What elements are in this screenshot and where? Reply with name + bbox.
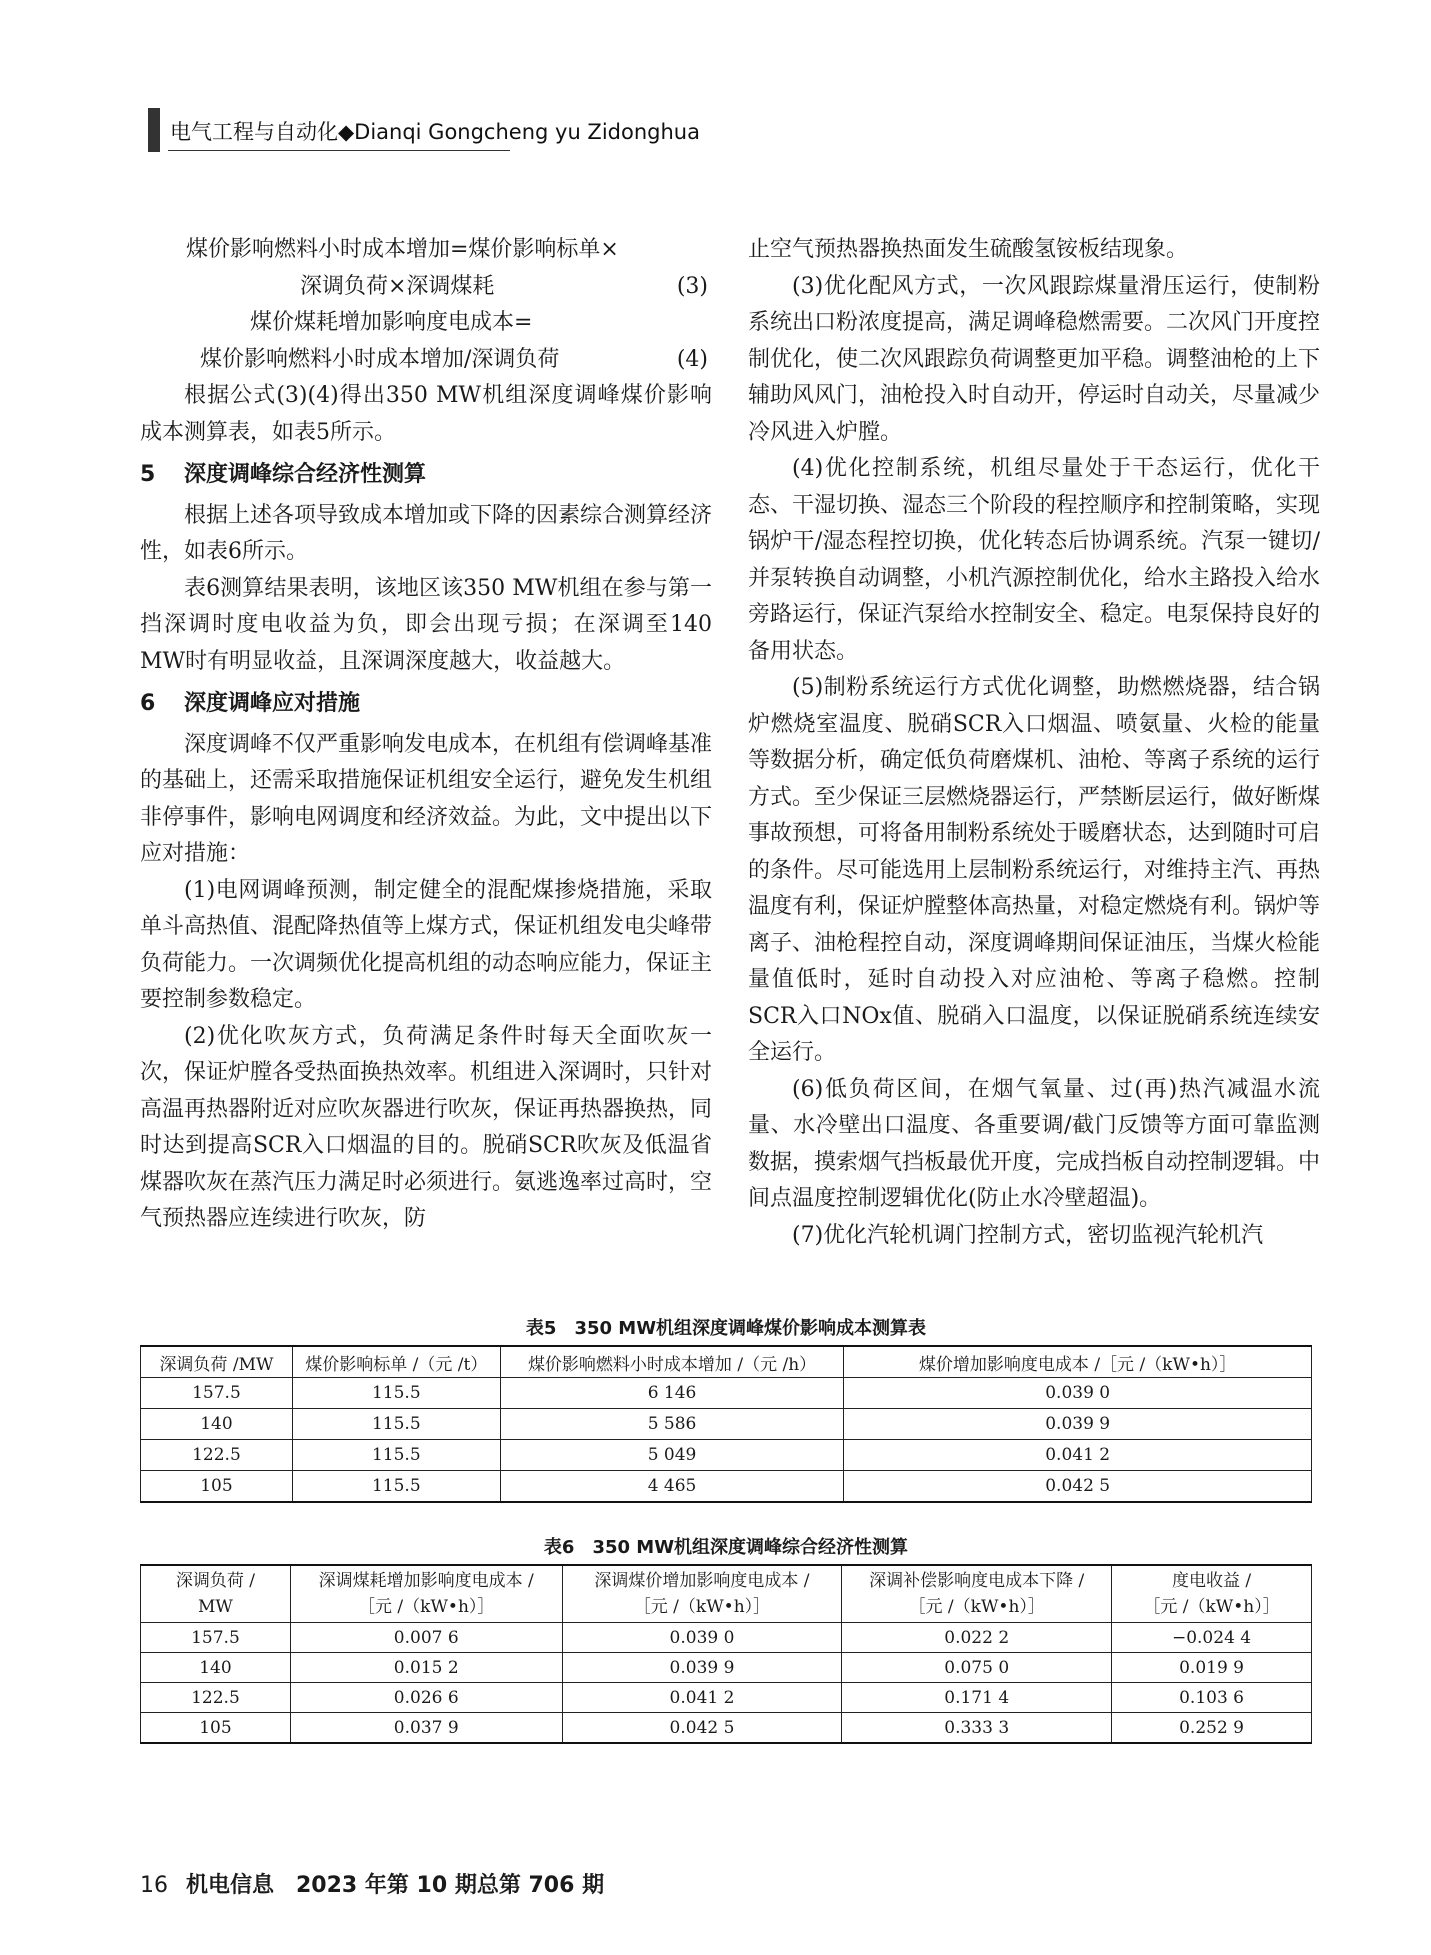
table-cell: 0.015 2 <box>290 1653 562 1683</box>
table-5 <box>140 1345 1312 1503</box>
table-cell: 0.041 2 <box>562 1683 842 1713</box>
table-row <box>141 1623 1312 1653</box>
table-header-cell: 深调补偿影响度电成本下降 / ［元 /（kW•h）］ <box>842 1565 1112 1623</box>
table-row <box>141 1471 1312 1503</box>
paragraph: (3)优化配风方式，一次风跟踪煤量滑压运行，使制粉系统出口粉浓度提高，满足调峰稳燃需要。二次风门开度控制优化，使二次风跟踪负荷调整更加平稳。调整油枪的上下辅助风风门，油枪投入时自动开，停运时自动关，尽量减少冷风进入炉膛。 <box>748 273 1321 445</box>
table-cell: 115.5 <box>292 1471 500 1503</box>
table-row <box>141 1713 1312 1744</box>
formula-3-number: (3) <box>676 273 708 299</box>
page-number: 16 <box>140 1873 168 1898</box>
table-row <box>141 1409 1312 1440</box>
header-marker-bar <box>148 108 160 152</box>
table-cell: 0.075 0 <box>842 1653 1112 1683</box>
right-column <box>748 232 1320 1254</box>
paragraph: (5)制粉系统运行方式优化调整，助燃燃烧器，结合锅炉燃烧室温度、脱硝SCR入口烟温、喷氨量、火检的能量等数据分析，确定低负荷磨煤机、油枪、等离子系统的运行方式。至少保证三层燃烧器运行，严禁断层运行，做好断煤事故预想，可将备用制粉系统处于暖磨状态，达到随时可启的条件。尽可能选用上层制粉系统运行，对维持主汽、再热温度有利，保证炉膛整体高热量，对稳定燃烧有利。锅炉等离子、油枪程控自动，深度调峰期间保证油压，当煤火检能量值低时，延时自动投入对应油枪、等离子稳燃。控制SCR入口NOx值、脱硝入口温度，以保证脱硝系统连续安全运行。 <box>748 675 1321 1065</box>
formula-4-line-2: 煤价影响燃料小时成本增加/深调负荷 (4) <box>140 342 712 379</box>
table-cell: 0.019 9 <box>1112 1653 1312 1683</box>
page-footer <box>140 1868 604 1899</box>
table-cell: 5 049 <box>500 1440 844 1471</box>
table-cell: 115.5 <box>292 1440 500 1471</box>
table-cell: −0.024 4 <box>1112 1623 1312 1653</box>
left-column <box>140 232 712 1238</box>
table-row <box>141 1653 1312 1683</box>
table-cell: 0.007 6 <box>290 1623 562 1653</box>
table-row <box>141 1683 1312 1713</box>
paragraph: (4)优化控制系统，机组尽量处于干态运行，优化干态、干湿切换、湿态三个阶段的程控顺序和控制策略，实现锅炉干/湿态程控切换，优化转态后协调系统。汽泵一键切/并泵转换自动调整，小机汽源控制优化，给水主路投入给水旁路运行，保证汽泵给水控制安全、稳定。电泵保持良好的备用状态。 <box>748 456 1321 664</box>
table-cell: 122.5 <box>141 1440 293 1471</box>
running-header <box>140 108 700 152</box>
table-cell: 0.039 0 <box>844 1378 1312 1409</box>
table-cell: 0.333 3 <box>842 1713 1112 1744</box>
table-cell: 157.5 <box>141 1378 293 1409</box>
table-cell: 140 <box>141 1653 291 1683</box>
table-cell: 0.039 9 <box>844 1409 1312 1440</box>
table-header-cell: 度电收益 / ［元 /（kW•h）］ <box>1112 1565 1312 1623</box>
table-cell: 0.039 9 <box>562 1653 842 1683</box>
table-cell: 115.5 <box>292 1409 500 1440</box>
table-cell: 0.041 2 <box>844 1440 1312 1471</box>
paragraph: (2)优化吹灰方式，负荷满足条件时每天全面吹灰一次，保证炉膛各受热面换热效率。机组进入深调时，只针对高温再热器附近对应吹灰器进行吹灰，保证再热器换热，同时达到提高SCR入口烟温的目的。脱硝SCR吹灰及低温省煤器吹灰在蒸汽压力满足时必须进行。氨逃逸率过高时，空气预热器应连续进行吹灰，防 <box>140 1023 713 1231</box>
table-cell: 140 <box>141 1409 293 1440</box>
paragraph: 根据公式(3)(4)得出350 MW机组深度调峰煤价影响成本测算表，如表5所示。 <box>140 383 712 445</box>
table-header-cell: 深调煤价增加影响度电成本 / ［元 /（kW•h）］ <box>562 1565 842 1623</box>
table-header-row <box>141 1346 1312 1378</box>
table-cell: 0.103 6 <box>1112 1683 1312 1713</box>
table-cell: 115.5 <box>292 1378 500 1409</box>
table-header-cell: 深调煤耗增加影响度电成本 / ［元 /（kW•h）］ <box>290 1565 562 1623</box>
table-cell: 122.5 <box>141 1683 291 1713</box>
formula-4-number: (4) <box>676 346 708 372</box>
formula-3-line-1: 煤价影响燃料小时成本增加=煤价影响标单× <box>186 237 619 262</box>
table-header-cell: 煤价增加影响度电成本 /［元 /（kW•h）］ <box>844 1346 1312 1378</box>
table-cell: 0.026 6 <box>290 1683 562 1713</box>
table-header-cell: 深调负荷 /MW <box>141 1346 293 1378</box>
paragraph: 深度调峰不仅严重影响发电成本，在机组有偿调峰基准的基础上，还需采取措施保证机组安全运行，避免发生机组非停事件，影响电网调度和经济效益。为此，文中提出以下应对措施： <box>140 731 713 866</box>
table-6-caption: 表6 350 MW机组深度调峰综合经济性测算 <box>543 1537 909 1558</box>
table-row <box>141 1378 1312 1409</box>
table-row <box>141 1440 1312 1471</box>
paragraph: 表6测算结果表明，该地区该350 MW机组在参与第一挡深调时度电收益为负，即会出现亏损；在深调至140 MW时有明显收益，且深调深度越大，收益越大。 <box>140 575 712 674</box>
header-text: 电气工程与自动化◆Dianqi Gongcheng yu Zidonghua <box>170 120 700 144</box>
paragraph: (1)电网调峰预测，制定健全的混配煤掺烧措施，采取单斗高热值、混配降热值等上煤方式，保证机组发电尖峰带负荷能力。一次调频优化提高机组的动态响应能力，保证主要控制参数稳定。 <box>140 877 713 1012</box>
journal-info: 机电信息 2023 年第 10 期总第 706 期 <box>186 1873 605 1898</box>
table-header-cell: 深调负荷 / MW <box>141 1565 291 1623</box>
table-cell: 0.252 9 <box>1112 1713 1312 1744</box>
header-rule <box>168 150 510 151</box>
table-cell: 0.039 0 <box>562 1623 842 1653</box>
table-5-caption: 表5 350 MW机组深度调峰煤价影响成本测算表 <box>525 1318 927 1339</box>
table-cell: 5 586 <box>500 1409 844 1440</box>
table-header-cell: 煤价影响燃料小时成本增加 /（元 /h） <box>500 1346 844 1378</box>
table-cell: 4 465 <box>500 1471 844 1503</box>
table-cell: 0.022 2 <box>842 1623 1112 1653</box>
table-cell: 157.5 <box>141 1623 291 1653</box>
table-cell: 6 146 <box>500 1378 844 1409</box>
section-6-heading: 6 深度调峰应对措施 <box>140 691 361 716</box>
table-cell: 0.042 5 <box>844 1471 1312 1503</box>
table-cell: 0.037 9 <box>290 1713 562 1744</box>
table-cell: 0.042 5 <box>562 1713 842 1744</box>
table-cell: 105 <box>141 1471 293 1503</box>
formula-4-line-1: 煤价煤耗增加影响度电成本= <box>250 310 533 335</box>
paragraph-continuation: 止空气预热器换热面发生硫酸氢铵板结现象。 <box>748 237 1189 262</box>
table-cell: 0.171 4 <box>842 1683 1112 1713</box>
table-header-row <box>141 1565 1312 1623</box>
table-6 <box>140 1564 1312 1744</box>
table-header-cell: 煤价影响标单 /（元 /t） <box>292 1346 500 1378</box>
paragraph: 根据上述各项导致成本增加或下降的因素综合测算经济性，如表6所示。 <box>140 502 713 564</box>
paragraph: (6)低负荷区间，在烟气氧量、过(再)热汽减温水流量、水冷壁出口温度、各重要调/截门反馈等方面可靠监测数据，摸索烟气挡板最优开度，完成挡板自动控制逻辑。中间点温度控制逻辑优化(防止水冷壁超温)。 <box>748 1076 1321 1211</box>
formula-3-line-2: 深调负荷×深调煤耗 (3) <box>140 269 712 306</box>
table-cell: 105 <box>141 1713 291 1744</box>
section-5-heading: 5 深度调峰综合经济性测算 <box>140 462 427 487</box>
paragraph: (7)优化汽轮机调门控制方式，密切监视汽轮机汽 <box>792 1222 1264 1248</box>
